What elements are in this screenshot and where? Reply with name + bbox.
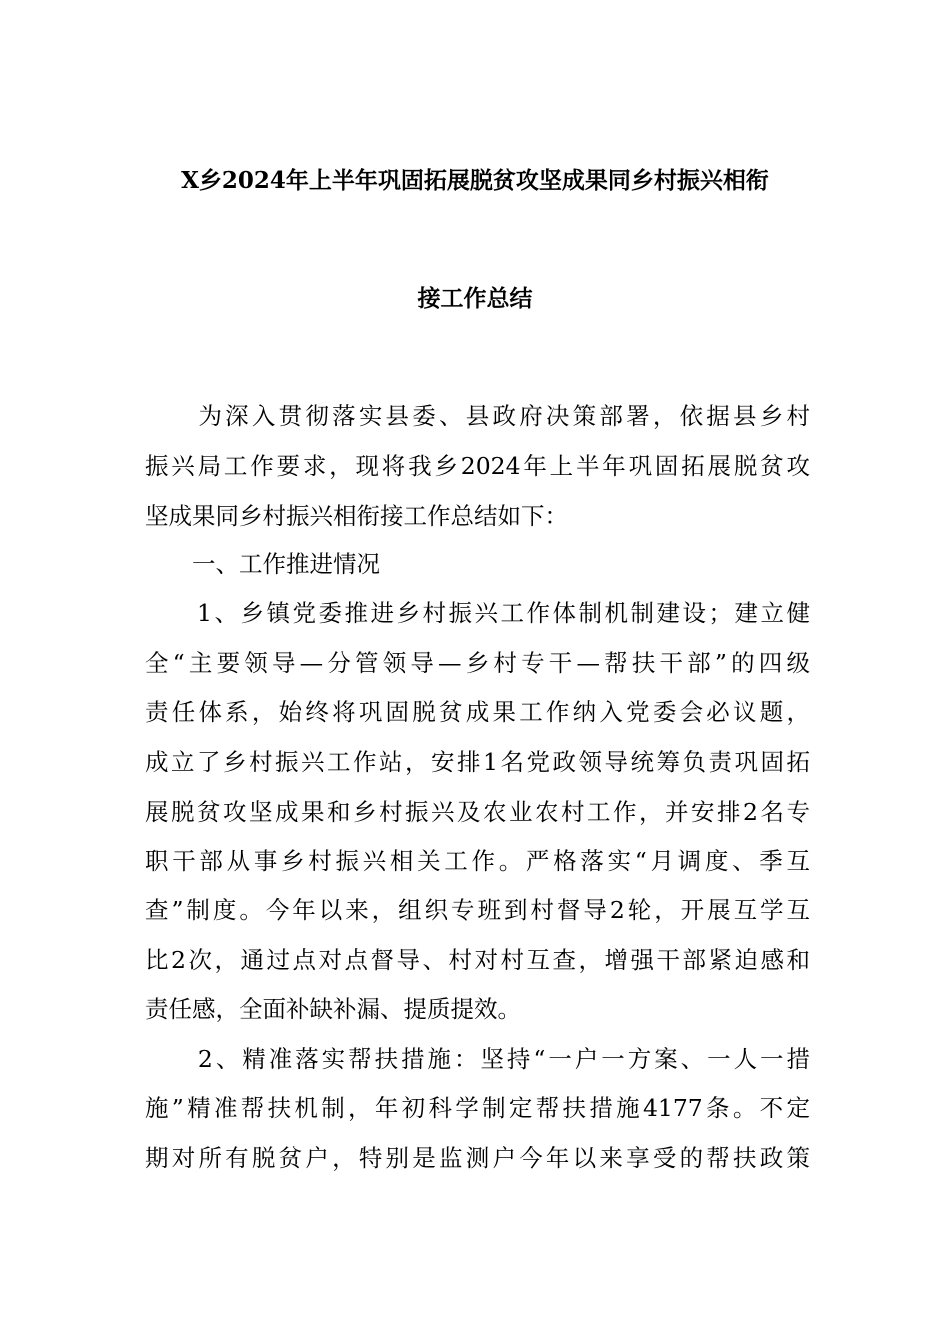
document-title-line-2: 接工作总结 xyxy=(417,285,533,312)
body-line-1: 为深入贯彻落实县委、县政府决策部署，依据县乡村 xyxy=(145,402,810,430)
body-line-14: 2、精准落实帮扶措施：坚持“一户一方案、一人一措 xyxy=(145,1045,810,1073)
body-line-3: 坚成果同乡村振兴相衔接工作总结如下： xyxy=(145,502,568,530)
body-line-11: 查”制度。今年以来，组织专班到村督导2轮，开展互学互 xyxy=(145,896,810,924)
body-line-13: 责任感，全面补缺补漏、提质提效。 xyxy=(145,995,521,1023)
section-heading-1: 一、工作推进情况 xyxy=(145,550,380,578)
body-line-8: 成立了乡村振兴工作站，安排1名党政领导统筹负责巩固拓 xyxy=(145,748,810,776)
body-line-10: 职干部从事乡村振兴相关工作。严格落实“月调度、季互 xyxy=(145,847,810,875)
document-title-line-1: X乡2024年上半年巩固拓展脱贫攻坚成果同乡村振兴相衔 xyxy=(181,167,769,194)
body-line-5: 1、乡镇党委推进乡村振兴工作体制机制建设；建立健 xyxy=(145,599,810,627)
body-line-7: 责任体系，始终将巩固脱贫成果工作纳入党委会必议题， xyxy=(145,698,810,726)
body-line-2: 振兴局工作要求，现将我乡2024年上半年巩固拓展脱贫攻 xyxy=(145,452,810,480)
body-line-15: 施”精准帮扶机制，年初科学制定帮扶措施4177条。不定 xyxy=(145,1094,810,1122)
body-line-9: 展脱贫攻坚成果和乡村振兴及农业农村工作，并安排2名专 xyxy=(145,798,810,826)
body-line-12: 比2次，通过点对点督导、村对村互查，增强干部紧迫感和 xyxy=(145,946,810,974)
body-line-16: 期对所有脱贫户，特别是监测户今年以来享受的帮扶政策 xyxy=(145,1144,810,1172)
body-line-6: 全“主要领导—分管领导—乡村专干—帮扶干部”的四级 xyxy=(145,649,810,677)
